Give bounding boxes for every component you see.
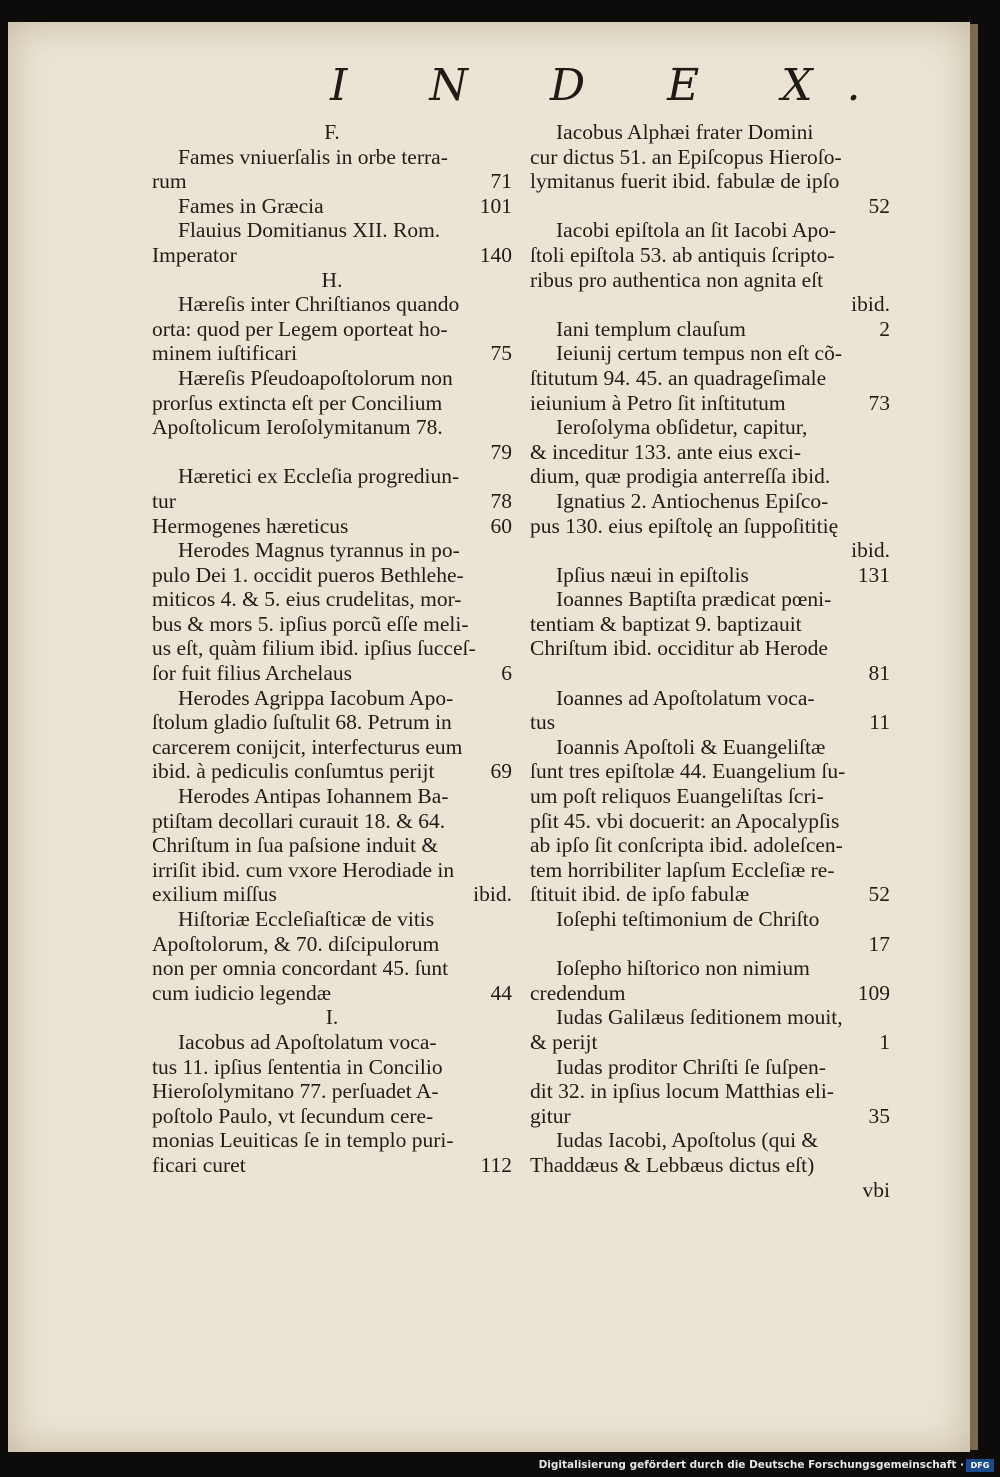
index-entry-text: ibid. à pediculis conſumtus perijt <box>152 759 435 784</box>
index-entry-line <box>530 1079 890 1104</box>
index-page-ref: 71 <box>490 169 512 194</box>
index-entry-line <box>530 759 890 784</box>
index-entry-text: poſtolo Paulo, vt ſecundum cere- <box>152 1103 434 1128</box>
index-page-ref: ibid. <box>473 882 512 907</box>
index-entry-line <box>152 169 512 194</box>
index-entry-text: pulo Dei 1. occidit pueros Bethlehe- <box>152 562 464 587</box>
index-entry-line <box>152 686 512 711</box>
index-entry-line <box>152 563 512 588</box>
index-entry-text: prorſus extincta eſt per Concilium <box>152 390 443 415</box>
page-title: I N D E X. <box>330 60 895 111</box>
index-entry-text: Hæretici ex Eccleſia progrediun- <box>178 464 460 489</box>
index-entry-line <box>530 1128 890 1153</box>
index-entry-text: ſtoli epiſtola 53. ab antiquis ſcripto- <box>530 242 835 267</box>
index-entry-text: Iacobus Alphæi frater Domini <box>556 120 814 144</box>
index-entry-text: Thaddæus & Lebbæus dictus eſt) <box>530 1152 815 1177</box>
index-entry-line <box>152 956 512 981</box>
index-entry-line <box>530 317 890 342</box>
index-entry-line <box>152 1030 512 1055</box>
index-entry-text: tus 11. ipſius ſententia in Concilio <box>152 1054 443 1079</box>
index-entry-text: ficari curet <box>152 1152 246 1177</box>
index-column-left <box>152 120 512 1178</box>
index-entry-line <box>530 907 890 932</box>
index-entry-line <box>530 145 890 170</box>
index-entry-text: Ipſius næui in epiſtolis <box>556 562 749 587</box>
index-entry-text: Ioannis Apoſtoli & Euangeliſtæ <box>556 734 826 759</box>
index-entry-line <box>530 1005 890 1030</box>
index-entry-line <box>530 1055 890 1080</box>
index-entry-line <box>530 415 890 440</box>
index-entry-line <box>530 1104 890 1129</box>
index-entry-line <box>152 710 512 735</box>
index-entry-line <box>530 366 890 391</box>
index-entry-line <box>152 391 512 416</box>
index-entry-line <box>152 489 512 514</box>
index-page-ref: 60 <box>490 513 512 538</box>
index-entry-text: dium, quæ prodigia anteгreſſa ibid. <box>530 464 831 489</box>
index-entry-text: Ioannes Baptiſta prædicat pœni- <box>556 587 832 612</box>
index-entry-line <box>530 1030 890 1055</box>
index-entry-line <box>152 587 512 612</box>
index-entry-text: us eſt, quàm filium ibid. ipſius ſucceſ- <box>152 636 476 661</box>
index-entry-line <box>530 489 890 514</box>
index-page-ref: 17 <box>868 931 890 956</box>
index-entry-line <box>530 1153 890 1178</box>
dfg-logo: DFG <box>966 1459 994 1472</box>
index-entry-text: Apoſtolicum Ieroſolymitanum 78. <box>152 415 443 440</box>
index-entry-text: miticos 4. & 5. eius crudelitas, mor- <box>152 587 462 612</box>
index-entry-line <box>152 292 512 317</box>
funding-credit: Digitalisierung gefördert durch die Deutsche Forschungsgemeinschaft · <box>538 1459 964 1471</box>
index-entry-text: Apoſtolorum, & 70. diſcipulorum <box>152 931 440 956</box>
index-entry-line <box>530 809 890 834</box>
index-entry-text: ieiunium à Petro ſit inſtitutum <box>530 390 786 415</box>
index-entry-line <box>530 858 890 883</box>
index-entry-line <box>530 882 890 907</box>
index-entry-text: Hæreſis Pſeudoapoſtolorum non <box>178 365 453 390</box>
index-entry-line <box>152 882 512 907</box>
index-entry-text: ſtitutum 94. 45. an quadrageſimale <box>530 365 827 390</box>
index-entry-line <box>152 612 512 637</box>
index-entry-text: cum iudicio legendæ <box>152 980 332 1005</box>
index-entry-text: ab ipſo ſit conſcripta ibid. adoleſcen- <box>530 833 843 858</box>
index-entry-text: ſtituit ibid. de ipſo fabulæ <box>530 882 750 907</box>
index-entry-line <box>152 243 512 268</box>
index-entry-line <box>152 1079 512 1104</box>
index-entry-text: non per omnia concordant 45. ſunt <box>152 956 449 981</box>
index-entry-line <box>152 907 512 932</box>
index-entry-line <box>530 268 890 293</box>
index-entry-text: irriſit ibid. cum vxore Herodiade in <box>152 857 455 882</box>
index-column-right <box>530 120 890 1202</box>
index-entry-line <box>152 1128 512 1153</box>
index-page-ref: 52 <box>868 882 890 907</box>
index-entry-text: tus <box>530 710 556 735</box>
index-entry-line <box>152 1153 512 1178</box>
index-entry-text: ribus pro authentica non agnita eſt <box>530 267 824 292</box>
index-page-ref: ibid. <box>851 538 890 563</box>
index-page-ref: 44 <box>490 980 512 1005</box>
index-page-ref: 101 <box>479 193 512 218</box>
index-entry-text: Hæreſis inter Chriſtianos quando <box>178 292 460 317</box>
index-entry-line <box>152 858 512 883</box>
index-entry-text: Chriſtum in ſua paſsione induit & <box>152 833 439 858</box>
index-entry-text: monias Leuiticas ſe in templo puri- <box>152 1128 454 1153</box>
index-entry-text: Herodes Agrippa Iacobum Apo- <box>178 685 454 710</box>
index-entry-line <box>530 686 890 711</box>
index-entry-line <box>152 415 512 440</box>
index-entry-line <box>530 169 890 194</box>
index-entry-line <box>152 661 512 686</box>
index-page-ref: 140 <box>479 242 512 267</box>
index-entry-text: pſit 45. vbi docuerit: an Apocalypſis <box>530 808 840 833</box>
index-entry-line <box>530 243 890 268</box>
index-entry-line <box>152 145 512 170</box>
index-entry-line <box>152 341 512 366</box>
index-entry-text: Hieroſolymitano 77. perſuadet A- <box>152 1079 439 1104</box>
index-entry-line <box>152 759 512 784</box>
index-entry-line <box>152 1104 512 1129</box>
index-page-ref: 69 <box>490 759 512 784</box>
index-entry-text: Fames in Græcia <box>178 193 324 218</box>
index-entry-text: & inceditur 133. ante eius exci- <box>530 439 802 464</box>
index-entry-line <box>530 636 890 661</box>
index-page-ref: ibid. <box>851 292 890 317</box>
page-edge <box>970 24 978 1450</box>
index-entry-text: orta: quod per Legem oporteat ho- <box>152 316 448 341</box>
index-entry-line <box>530 981 890 1006</box>
index-page-ref: vbi <box>862 1177 890 1202</box>
index-entry-line <box>152 784 512 809</box>
index-entry-text: tem horribiliter lapſum Eccleſiæ re- <box>530 857 835 882</box>
index-entry-text: Iacobi epiſtola an ſit Iacobi Apo- <box>556 218 837 243</box>
index-entry-text: carcerem conijcit, interfecturus eum <box>152 734 463 759</box>
index-entry-text: Ioſephi teſtimonium de Chriſto <box>556 907 820 931</box>
index-entry-line <box>530 710 890 735</box>
index-page-ref: 52 <box>868 193 890 218</box>
index-page-ref: 81 <box>868 661 890 686</box>
index-entry-line <box>152 981 512 1006</box>
index-entry-line <box>152 809 512 834</box>
index-entry-text: Ioannes ad Apoſtolatum voca- <box>556 685 815 710</box>
index-entry-line <box>530 218 890 243</box>
index-entry-text: tentiam & baptizat 9. baptizauit <box>530 611 802 636</box>
index-entry-text: ſtolum gladio ſuſtulit 68. Petrum in <box>152 710 452 735</box>
index-page-ref: 35 <box>868 1103 890 1128</box>
index-page-ref: 79 <box>490 439 512 464</box>
index-entry-text: Hermogenes hæreticus <box>152 513 349 538</box>
index-entry-line <box>152 194 512 219</box>
index-entry-line <box>530 341 890 366</box>
index-entry-line <box>530 464 890 489</box>
index-page-ref: 131 <box>857 562 890 587</box>
index-entry-text: & perijt <box>530 1029 598 1054</box>
index-entry-text: Herodes Antipas Iohannem Ba- <box>178 784 449 809</box>
index-entry-text: Ignatius 2. Antiochenus Epiſco- <box>556 488 829 513</box>
index-entry-text: dit 32. in ipſius locum Matthias eli- <box>530 1079 834 1104</box>
index-entry-line <box>530 120 890 145</box>
index-entry-line <box>530 833 890 858</box>
index-page-ref: 78 <box>490 488 512 513</box>
index-entry-text: Iudas Iacobi, Apoſtolus (qui & <box>556 1128 819 1153</box>
index-entry-text: rum <box>152 169 187 194</box>
index-page-ref: 109 <box>857 980 890 1005</box>
index-entry-text: exilium miſſus <box>152 882 277 907</box>
index-entry-text: cur dictus 51. an Epiſcopus Hieroſo- <box>530 144 842 169</box>
index-entry-text: Ieroſolyma obſidetur, capitur, <box>556 415 808 440</box>
index-page-ref: 75 <box>490 341 512 366</box>
index-entry-text: um poſt reliquos Euangeliſtas ſcri- <box>530 784 824 809</box>
index-entry-text: tur <box>152 488 176 513</box>
index-page-ref: 1 <box>879 1029 890 1054</box>
index-entry-text: Ieiunij certum tempus non eſt cõ- <box>556 341 842 366</box>
index-entry-text: Ioſepho hiſtorico non nimium <box>556 956 810 981</box>
index-entry-text: bus & mors 5. ipſius porcũ eſſe meli- <box>152 611 469 636</box>
index-entry-line <box>152 366 512 391</box>
index-entry-line <box>530 612 890 637</box>
index-entry-text: credendum <box>530 980 626 1005</box>
index-entry-text: Herodes Magnus tyrannus in po- <box>178 538 460 563</box>
index-entry-text: Iacobus ad Apoſtolatum voca- <box>178 1029 437 1054</box>
index-entry-text: Iudas proditor Chriſti ſe ſuſpen- <box>556 1054 826 1079</box>
index-entry-line <box>530 440 890 465</box>
index-letter-heading: F. <box>324 120 340 144</box>
index-page-ref: 11 <box>869 710 890 735</box>
index-entry-line <box>530 514 890 539</box>
index-entry-line <box>152 317 512 342</box>
index-entry-text: Hiſtoriæ Eccleſiaſticæ de vitis <box>178 907 435 931</box>
index-letter-heading: I. <box>325 1005 339 1030</box>
index-letter-heading: H. <box>321 267 343 292</box>
index-entry-line <box>152 735 512 760</box>
index-entry-line <box>152 538 512 563</box>
index-entry-line <box>152 464 512 489</box>
index-entry-text: Flauius Domitianus XII. Rom. <box>178 218 441 243</box>
index-entry-text: Imperator <box>152 242 237 267</box>
index-page-ref: 2 <box>879 316 890 341</box>
index-entry-text: lymitanus fuerit ibid. fabulæ de ipſo <box>530 169 840 194</box>
index-entry-line <box>530 956 890 981</box>
index-entry-line <box>152 514 512 539</box>
index-page-ref: 73 <box>868 390 890 415</box>
index-entry-line <box>530 563 890 588</box>
index-entry-text: Iudas Galilæus ſeditionem mouit, <box>556 1005 843 1030</box>
index-entry-line <box>530 391 890 416</box>
index-entry-line <box>530 735 890 760</box>
index-entry-text: Iani templum clauſum <box>556 316 746 341</box>
index-page-ref: 112 <box>480 1152 512 1177</box>
index-entry-text: pus 130. eius epiſtolę an ſuppoſititię <box>530 513 839 538</box>
index-entry-line <box>152 833 512 858</box>
index-entry-text: ſunt tres epiſtolæ 44. Euangelium ſu- <box>530 759 846 784</box>
index-entry-text: ſor fuit filius Archelaus <box>152 661 353 686</box>
index-entry-text: Fames vniuerſalis in orbe terra- <box>178 144 448 169</box>
index-entry-line <box>152 1055 512 1080</box>
index-entry-text: minem iuſtificari <box>152 341 298 366</box>
index-entry-text: gitur <box>530 1103 571 1128</box>
index-entry-text: ptiſtam decollari curauit 18. & 64. <box>152 808 446 833</box>
index-entry-line <box>530 587 890 612</box>
index-page-ref: 6 <box>501 661 512 686</box>
index-entry-line <box>152 218 512 243</box>
index-entry-text: Chriſtum ibid. occiditur ab Herode <box>530 636 828 661</box>
index-entry-line <box>152 636 512 661</box>
index-entry-line <box>530 784 890 809</box>
index-entry-line <box>152 932 512 957</box>
